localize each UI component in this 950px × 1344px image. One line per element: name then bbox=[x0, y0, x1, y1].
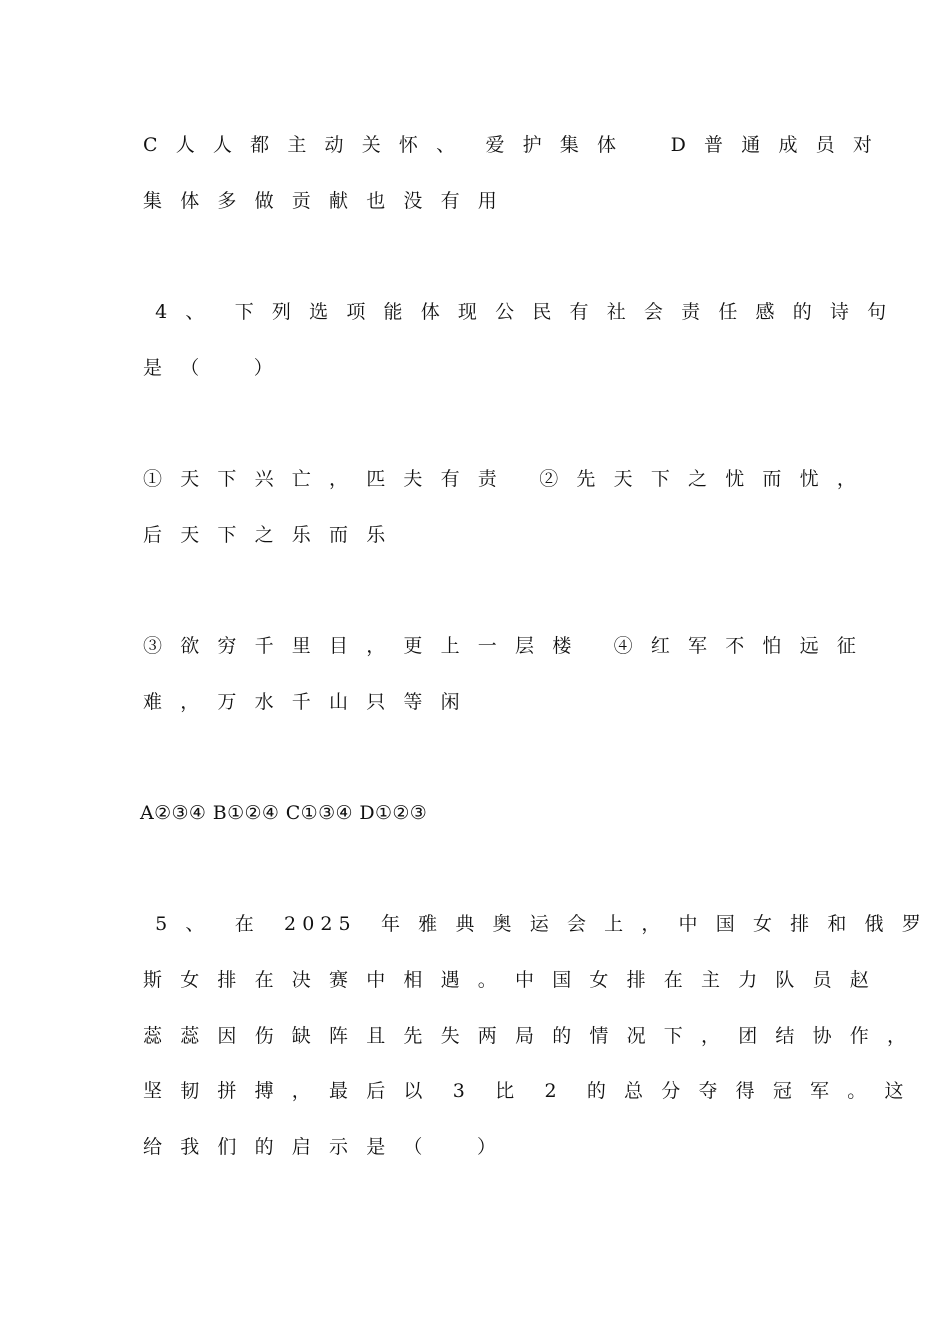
question-4-line-2: 是 （ ） bbox=[143, 357, 279, 379]
option-c-d-line-2: 集 体 多 做 贡 献 也 没 有 用 bbox=[143, 190, 503, 212]
option-c-d-line-1: C 人 人 都 主 动 关 怀 、 爱 护 集 体 D 普 通 成 员 对 bbox=[143, 134, 878, 156]
q4-statements-3-4-line-2: 难 ， 万 水 千 山 只 等 闲 bbox=[143, 691, 466, 713]
q4-statements-1-2-line-1: ① 天 下 兴 亡 ， 匹 夫 有 责 ② 先 天 下 之 忧 而 忧 ， bbox=[143, 468, 862, 490]
question-4-line-1: 4 、 下 列 选 项 能 体 现 公 民 有 社 会 责 任 感 的 诗 句 bbox=[143, 301, 893, 323]
question-5-line-3: 蕊 蕊 因 伤 缺 阵 且 先 失 两 局 的 情 况 下 ， 团 结 协 作 ， bbox=[143, 1025, 913, 1047]
question-5-line-5: 给 我 们 的 启 示 是 （ ） bbox=[143, 1136, 503, 1158]
question-5-line-1: 5 、 在 2025 年 雅 典 奥 运 会 上 ， 中 国 女 排 和 俄 罗 bbox=[143, 913, 927, 935]
q4-statements-3-4-line-1: ③ 欲 穷 千 里 目 ， 更 上 一 层 楼 ④ 红 军 不 怕 远 征 bbox=[143, 635, 862, 657]
q4-answer-options: A②③④ B①②④ C①③④ D①②③ bbox=[140, 802, 428, 824]
q4-statements-1-2-line-2: 后 天 下 之 乐 而 乐 bbox=[143, 524, 392, 546]
question-5-line-2: 斯 女 排 在 决 赛 中 相 遇 。 中 国 女 排 在 主 力 队 员 赵 bbox=[143, 969, 875, 991]
question-5-line-4: 坚 韧 拼 搏 ， 最 后 以 3 比 2 的 总 分 夺 得 冠 军 。 这 bbox=[143, 1080, 910, 1102]
